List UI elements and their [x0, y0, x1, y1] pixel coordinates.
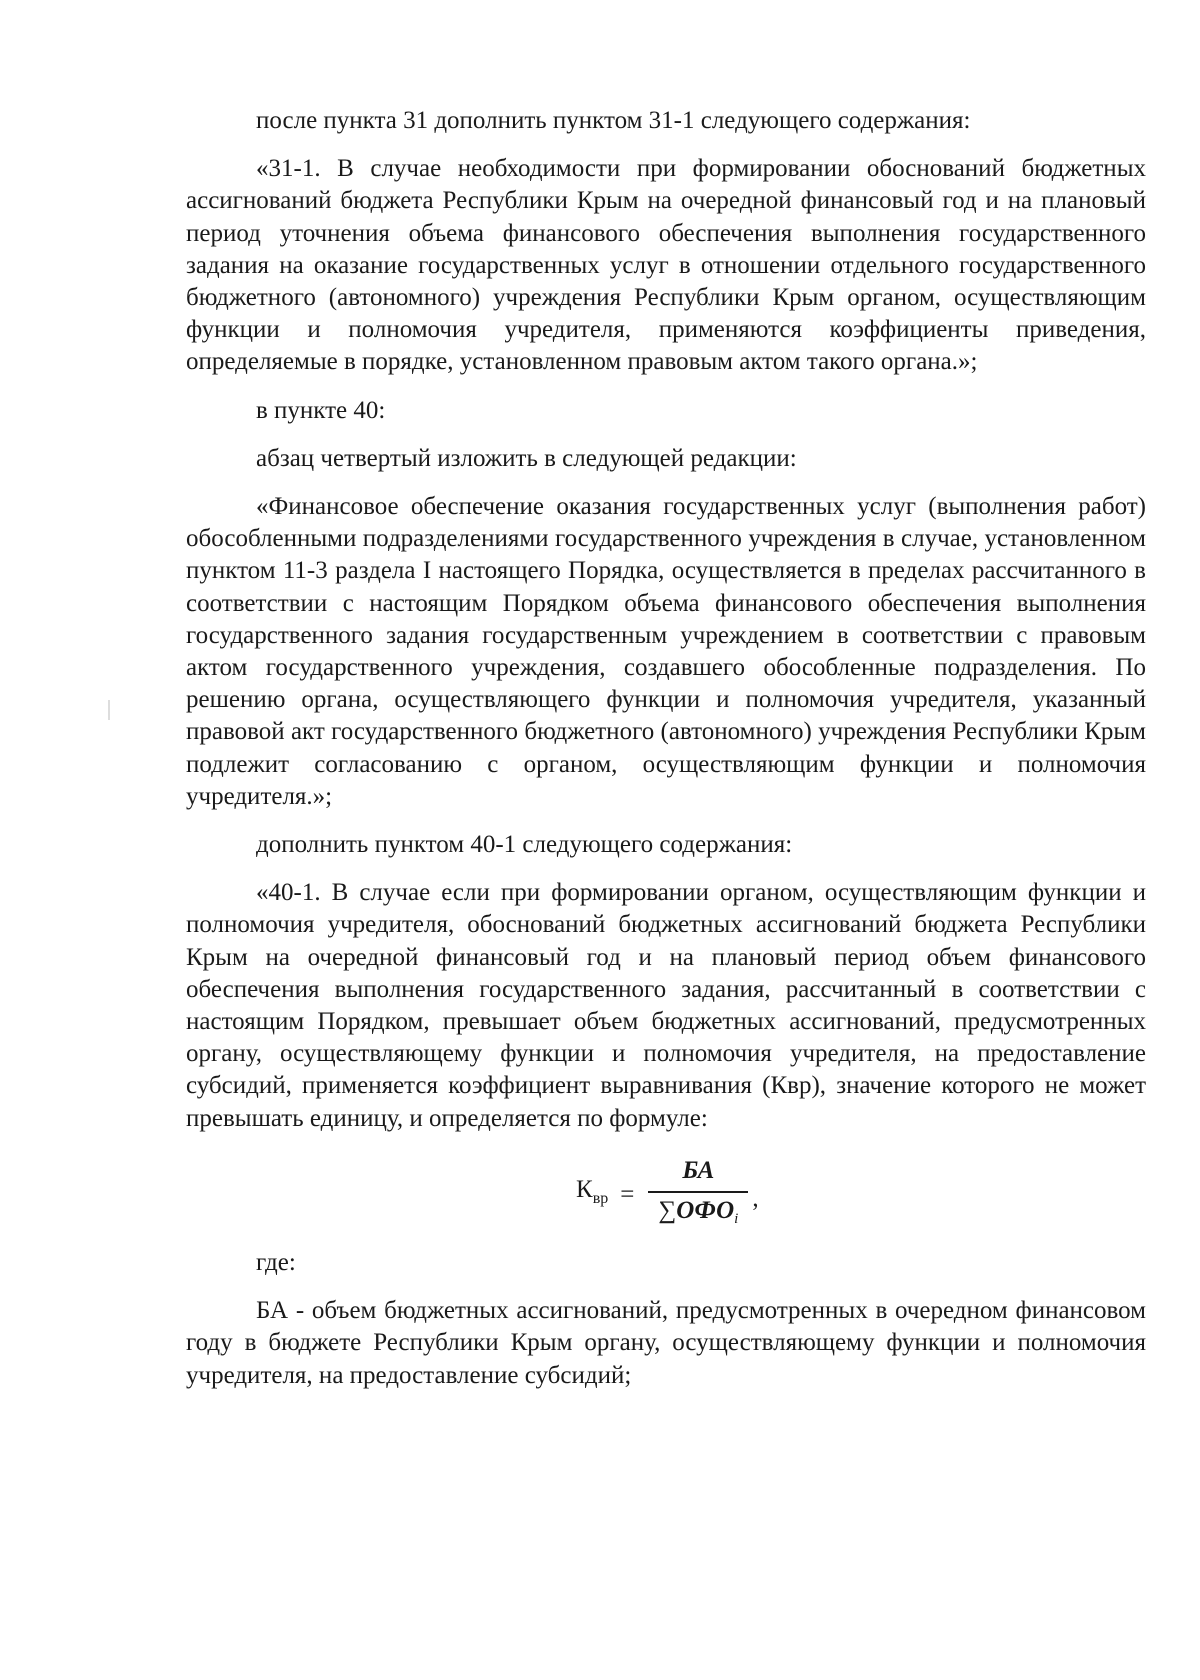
formula-numerator: БА: [682, 1156, 715, 1184]
paragraph-add-40-1: дополнить пунктом 40-1 следующего содержания:: [256, 831, 793, 859]
formula-comma: ,: [752, 1184, 759, 1212]
formula-denominator-sub: i: [734, 1210, 739, 1227]
formula-equals: =: [620, 1180, 635, 1208]
paragraph-intro: после пункта 31 дополнить пунктом 31-1 следующего содержания:: [256, 107, 971, 134]
paragraph-financing: «Финансовое обеспечение оказания государственных услуг (выполнения работ) обособленными подразделениями государственного учреждения в случае, установленном пунктом 11-3 раздела I настоящего Порядка, осуществляется в пределах рассчитанного в соответствии с настоящим Порядком объема финансового обеспечения выполнения государственного задания государственным учреждением в соответствии с правовым актом государственного учреждения, создавшего обособленные подразделения. По решению органа, осуществляющего функции и полномочия учредителя, указанный правовой акт государственного бюджетного (автономного) учреждения Республики Крым подлежит согласованию с органом, осуществляющим функции и полномочия учредителя.»;: [186, 493, 1146, 810]
paragraph-40-1: «40-1. В случае если при формировании органом, осуществляющим функции и полномочия учредителя, обоснований бюджетных ассигнований бюджета Республики Крым на очередной финансовый год и на плановый период объем финансового обеспечения выполнения государственного задания, рассчитанный в соответствии с настоящим Порядком, превышает объем бюджетных ассигнований, предусмотренных органу, осуществляющему функции и полномочия учредителя, на предоставление субсидий, применяется коэффициент выравнивания (Квр), значение которого не может превышать единицу, и определяется по формуле:: [186, 879, 1146, 1132]
formula-denominator-var: ОФО: [676, 1196, 735, 1224]
formula-block: [186, 1151, 1146, 1243]
formula-lhs-sub: вр: [592, 1190, 609, 1208]
paragraph-where: где:: [256, 1248, 296, 1276]
paragraph-abzac-4: абзац четвертый изложить в следующей редакции:: [256, 444, 797, 472]
formula-lhs: [576, 1174, 608, 1215]
formula-lhs-base: К: [576, 1176, 593, 1204]
paragraph-point-40: в пункте 40:: [256, 396, 386, 424]
scan-artifact: [108, 700, 110, 720]
formula-fraction: [648, 1155, 748, 1235]
sum-sign: ∑: [658, 1196, 677, 1224]
paragraph-ba-definition: БА - объем бюджетных ассигнований, предусмотренных в очередном финансовом году в бюджете Республики Крым органу, осуществляющему функции и полномочия учредителя, на предоставление субсидий;: [186, 1297, 1146, 1389]
document-body: [186, 105, 1146, 1408]
formula-kvr: [576, 1155, 759, 1235]
formula-denominator: [658, 1193, 738, 1235]
paragraph-31-1: «31-1. В случае необходимости при формировании обоснований бюджетных ассигнований бюджета Республики Крым на очередной финансовый год и на плановый период уточнения объема финансового обеспечения выполнения государственного задания на оказание государственных услуг в отношении отдельного государственного бюджетного (автономного) учреждения Республики Крым органом, осуществляющим функции и полномочия учредителя, применяются коэффициенты приведения, определяемые в порядке, установленном правовым актом такого органа.»;: [186, 155, 1146, 376]
